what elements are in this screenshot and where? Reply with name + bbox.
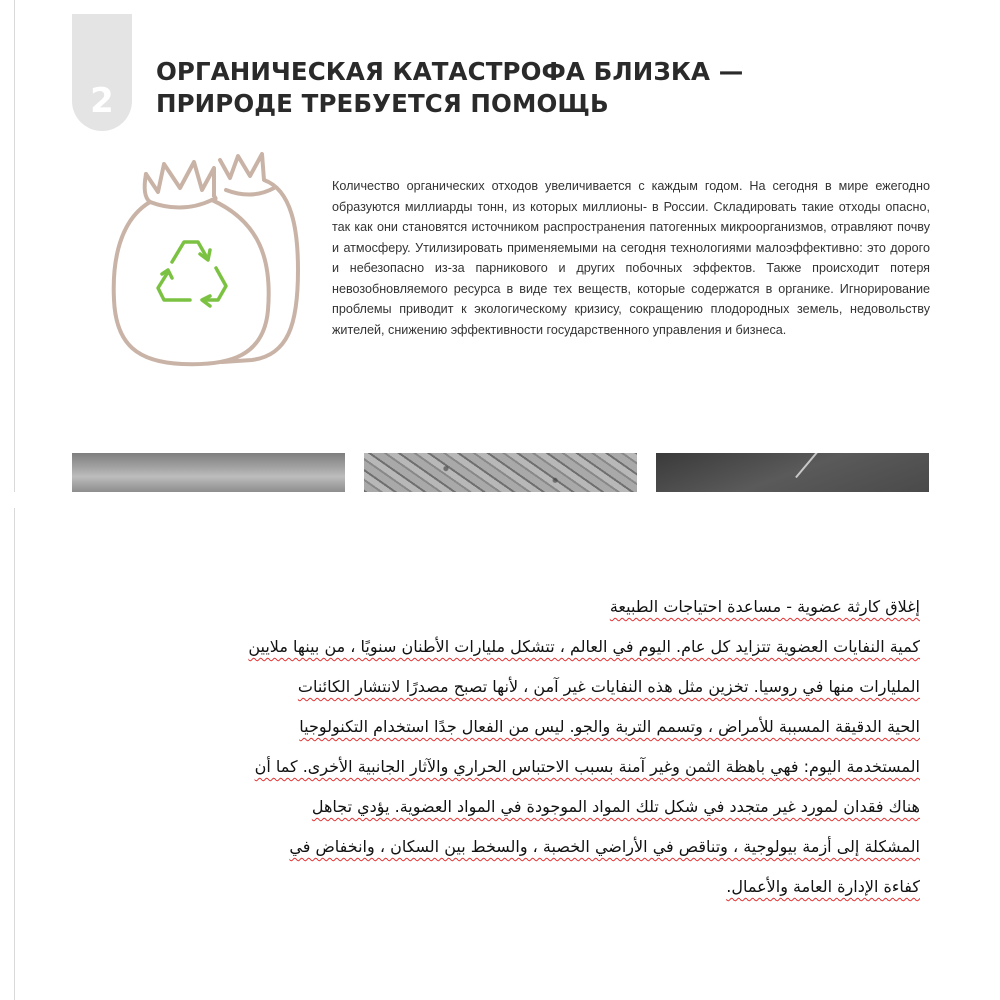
page-upper — [0, 0, 1000, 492]
section-tab — [72, 14, 132, 131]
arabic-line: إغلاق كارثة عضوية - مساعدة احتياجات الطبيعة — [609, 597, 920, 616]
arabic-line: المستخدمة اليوم: فهي باهظة الثمن وغير آمنة بسبب الاحتباس الحراري والآثار الجانبية الأخرى. كما أن — [254, 757, 920, 776]
section-title — [156, 56, 856, 120]
section-title-line-2: ПРИРОДЕ ТРЕБУЕТСЯ ПОМОЩЬ — [156, 89, 609, 118]
arabic-line: كفاءة الإدارة العامة والأعمال. — [726, 877, 920, 896]
page-margin-line-lower — [14, 508, 15, 1000]
cracked-earth-photo — [364, 453, 637, 492]
arabic-translation — [150, 592, 920, 912]
arabic-line: كمية النفايات العضوية تتزايد كل عام. اليوم في العالم ، تتشكل مليارات الأطنان سنويًا ، من بينها ملايين — [248, 637, 920, 656]
page-margin-line — [14, 0, 15, 492]
cloudy-sky-photo — [72, 453, 345, 492]
section-number: 2 — [90, 81, 114, 121]
arabic-line: هناك فقدان لمورد غير متجدد في شكل تلك المواد الموجودة في المواد العضوية. يؤدي تجاهل — [311, 797, 920, 816]
asphalt-crack-photo — [656, 453, 929, 492]
recycle-bag-icon — [102, 150, 312, 375]
section-title-line-1: ОРГАНИЧЕСКАЯ КАТАСТРОФА БЛИЗКА — — [156, 57, 744, 86]
arabic-line: المشكلة إلى أزمة بيولوجية ، وتناقص في الأراضي الخصبة ، والسخط بين السكان ، وانخفاض في — [289, 837, 920, 856]
arabic-line: المليارات منها في روسيا. تخزين مثل هذه النفايات غير آمن ، لأنها تصبح مصدرًا لانتشار الكائنات — [297, 677, 920, 696]
arabic-line: الحية الدقيقة المسببة للأمراض ، وتسمم التربة والجو. ليس من الفعال جدًا استخدام التكنولوجيا — [299, 717, 920, 736]
intro-paragraph: Количество органических отходов увеличивается с каждым годом. На сегодня в мире ежегодно образуются миллиарды тонн, из которых миллионы- в России. Складировать такие отходы опасно, так как они становятся источником распространения патогенных микроорганизмов, отравляют почву и атмосферу. Утилизировать применяемыми на сегодня технологиями малоэффективно: это дорого и небезопасно из-за парникового и других побочных эффектов. Также происходит потеря невозобновляемого ресурса в виде тех веществ, которые содержатся в органике. Игнорирование проблемы приводит к экологическому кризису, сокращению плодородных земель, недовольству жителей, снижению эффективности государственного управления и бизнеса. — [332, 179, 930, 337]
